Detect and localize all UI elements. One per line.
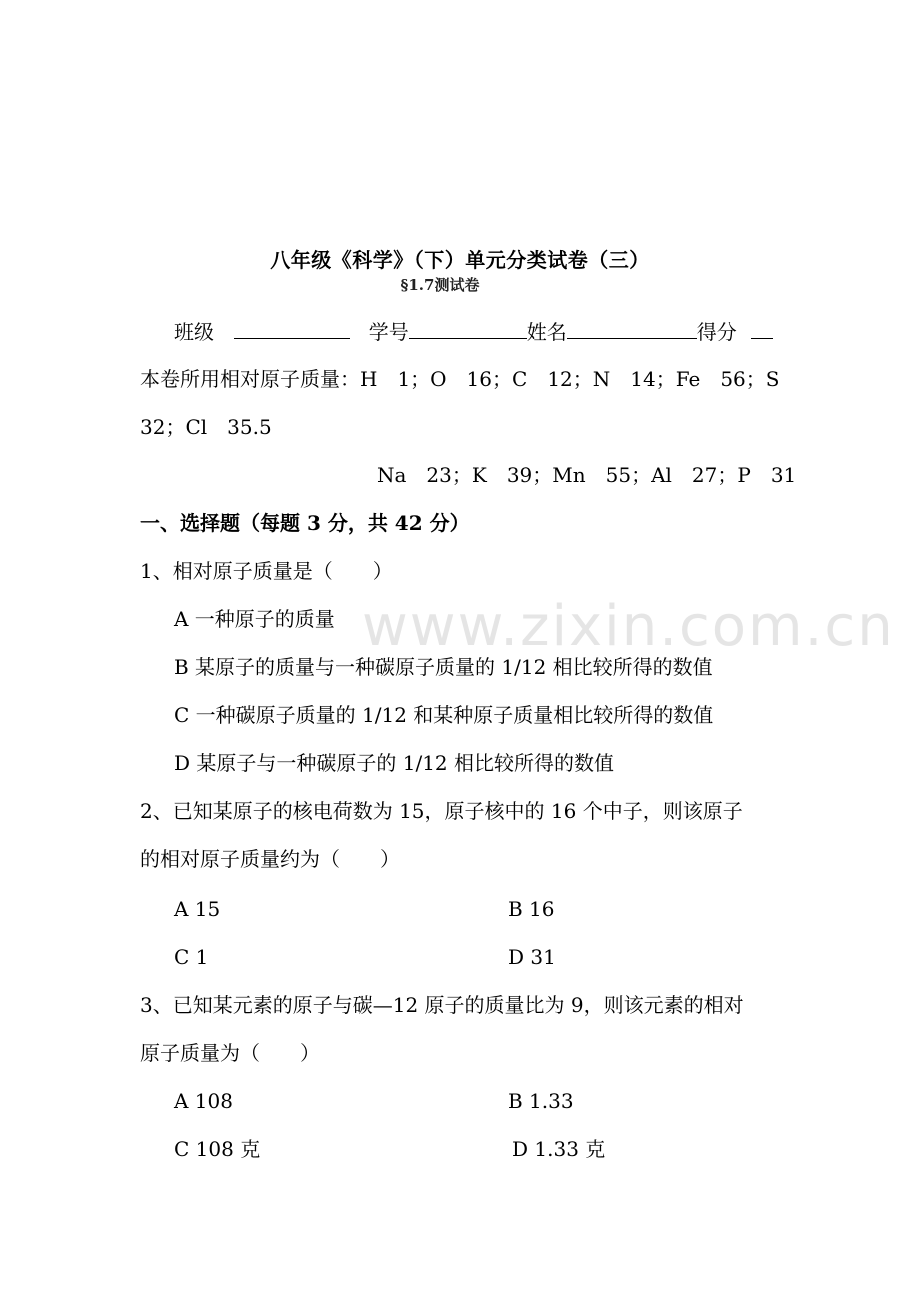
question-3-option-c[interactable]: C 108 克 xyxy=(174,1137,261,1161)
question-2-stem-line-2: 的相对原子质量约为（ ） xyxy=(140,847,400,871)
student-id-label: 学号 xyxy=(368,320,409,344)
student-id-blank[interactable] xyxy=(409,318,527,339)
class-label: 班级 xyxy=(174,320,214,344)
question-3-option-a[interactable]: A 108 xyxy=(174,1089,233,1113)
question-1-option-a[interactable]: A 一种原子的质量 xyxy=(174,607,335,631)
question-2-stem-line-1: 2、已知某原子的核电荷数为 15，原子核中的 16 个中子，则该原子 xyxy=(140,799,743,823)
question-1-option-d[interactable]: D 某原子与一种碳原子的 1/12 相比较所得的数值 xyxy=(174,751,615,775)
atomic-mass-line-1: 本卷所用相对原子质量：H 1；O 16；C 12；N 14；Fe 56；S xyxy=(140,367,780,391)
exam-title: 八年级《科学》（下）单元分类试卷（三） xyxy=(270,248,650,272)
question-2-option-a[interactable]: A 15 xyxy=(174,897,221,921)
question-3-stem-line-2: 原子质量为（ ） xyxy=(140,1041,320,1065)
class-blank[interactable] xyxy=(234,318,350,339)
question-3-stem-line-1: 3、已知某元素的原子与碳—12 原子的质量比为 9，则该元素的相对 xyxy=(140,993,744,1017)
question-2-option-d[interactable]: D 31 xyxy=(508,945,556,969)
score-blank[interactable] xyxy=(751,318,773,339)
question-1-option-c[interactable]: C 一种碳原子质量的 1/12 和某种原子质量相比较所得的数值 xyxy=(174,703,714,727)
name-blank[interactable] xyxy=(567,318,697,339)
name-label: 姓名 xyxy=(526,320,567,344)
exam-subtitle: §1.7测试卷 xyxy=(400,276,480,294)
atomic-mass-line-3: Na 23；K 39；Mn 55；Al 27；P 31 xyxy=(377,463,797,487)
atomic-mass-line-2: 32；Cl 35.5 xyxy=(140,415,272,439)
student-info-row xyxy=(174,318,773,345)
watermark: www.zixin.com.cn xyxy=(362,594,895,659)
score-label: 得分 xyxy=(696,320,737,344)
section-heading: 一、选择题（每题 3 分，共 42 分） xyxy=(140,511,470,535)
question-1-stem: 1、相对原子质量是（ ） xyxy=(140,559,393,583)
question-3-option-d[interactable]: D 1.33 克 xyxy=(512,1137,606,1161)
question-1-option-b[interactable]: B 某原子的质量与一种碳原子质量的 1/12 相比较所得的数值 xyxy=(174,655,713,679)
question-2-option-c[interactable]: C 1 xyxy=(174,945,209,969)
question-2-option-b[interactable]: B 16 xyxy=(508,897,555,921)
question-3-option-b[interactable]: B 1.33 xyxy=(508,1089,574,1113)
